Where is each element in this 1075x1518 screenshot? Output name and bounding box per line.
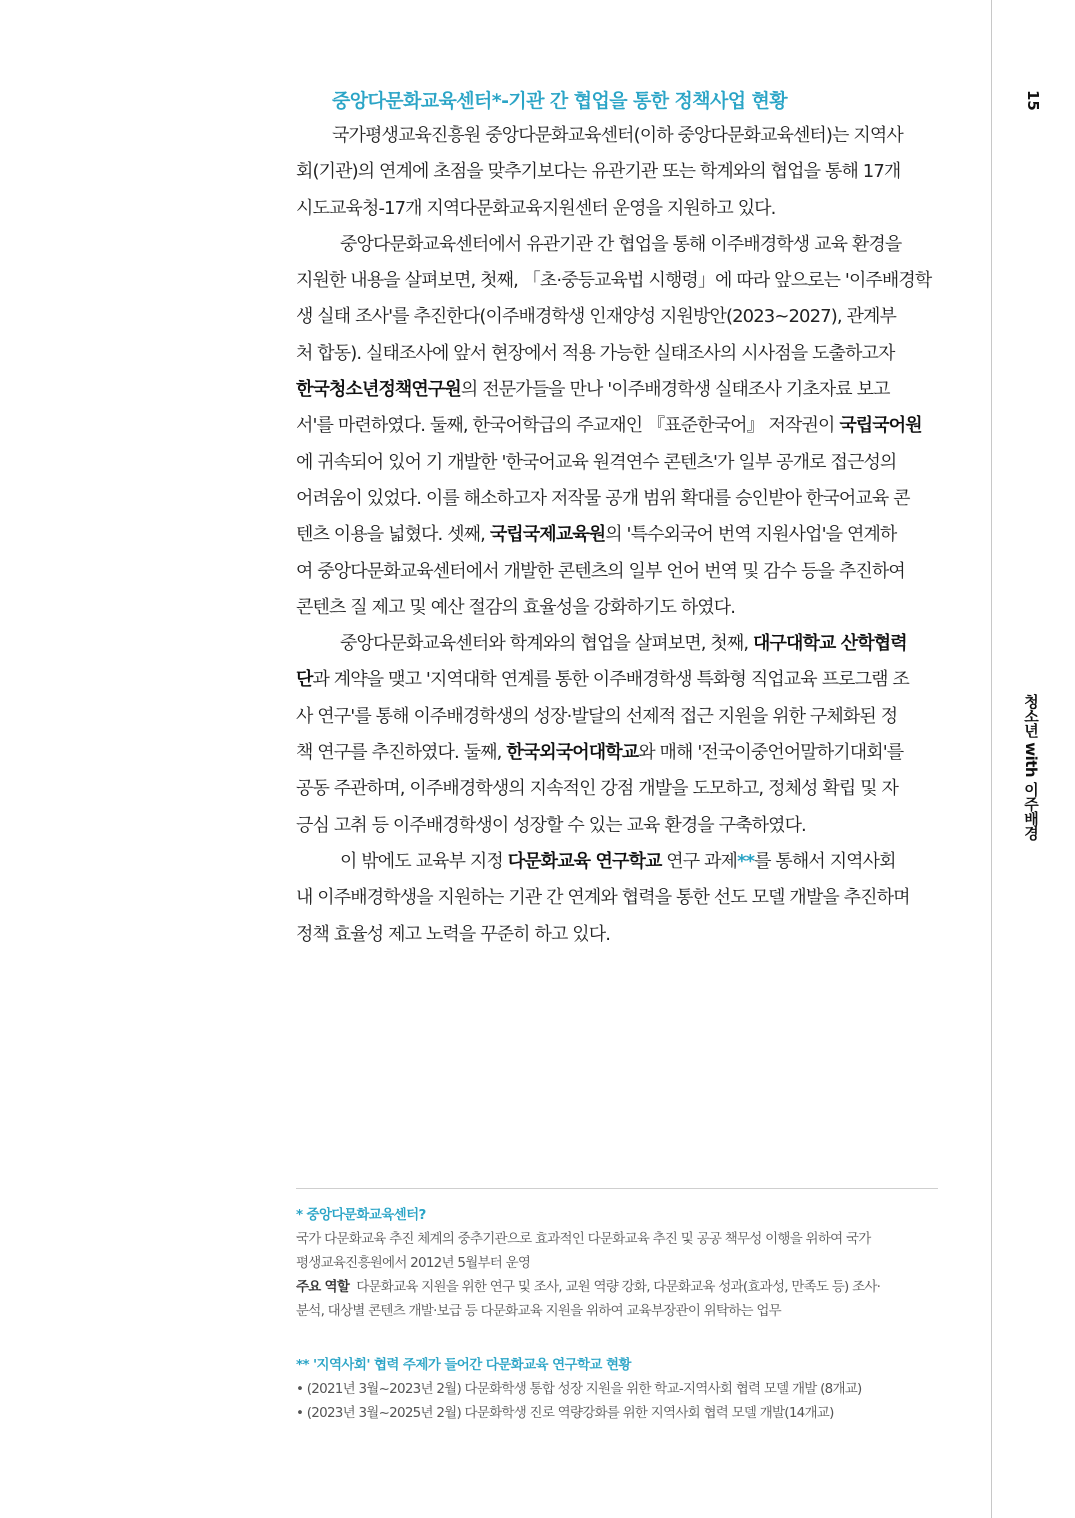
org-name: 단 <box>296 669 313 691</box>
footnote-label: 주요 역할 <box>296 1279 350 1295</box>
org-name: 대구대학교 산학협력 <box>752 633 907 655</box>
org-name: 국립국어원 <box>839 415 922 437</box>
footnotes <box>296 1203 938 1425</box>
side-divider <box>991 0 992 1518</box>
paragraph-line: 중앙다문화교육센터에서 유관기관 간 협업을 통해 이주배경학생 교육 환경을 <box>340 233 902 255</box>
paragraph-line: 처 합동). 실태조사에 앞서 현장에서 적용 가능한 실태조사의 시사점을 도출하고자 <box>296 342 895 364</box>
paragraph-line: 국가평생교육진흥원 중앙다문화교육센터(이하 중앙다문화교육센터)는 지역사 <box>332 125 903 146</box>
footnote-title: ** '지역사회' 협력 주제가 들어간 다문화교육 연구학교 현황 <box>296 1357 631 1373</box>
paragraph-line: 에 귀속되어 있어 기 개발한 '한국어교육 원격연수 콘텐츠'가 일부 공개로 접근성의 <box>296 451 897 473</box>
footnote-list-item: • (2023년 3월~2025년 2월) 다문화학생 진로 역량강화를 위한 지역사회 협력 모델 개발(14개교) <box>296 1405 834 1421</box>
paragraph-line: 이 밖에도 교육부 지정 다문화교육 연구학교 연구 과제**를 통해서 지역사회 <box>340 850 896 872</box>
paragraph-line: 서'를 마련하였다. 둘째, 한국어학급의 주교재인 『표준한국어』 저작권이 국립국어원 <box>296 415 922 437</box>
footnote-line: 평생교육진흥원에서 2012년 5월부터 운영 <box>296 1255 531 1271</box>
paragraph-line: 콘텐츠 질 제고 및 예산 절감의 효율성을 강화하기도 하였다. <box>296 596 736 618</box>
paragraph-line: 단과 계약을 맺고 '지역대학 연계를 통한 이주배경학생 특화형 직업교육 프로그램 조 <box>296 669 909 691</box>
paragraph-line: 지원한 내용을 살펴보면, 첫째, 「초·중등교육법 시행령」에 따라 앞으로는 '이주배경학 <box>296 270 932 292</box>
footnote-list-item: • (2021년 3월~2023년 2월) 다문화학생 통합 성장 지원을 위한 학교-지역사회 협력 모델 개발 (8개교) <box>296 1381 862 1397</box>
org-name: 국립국제교육원 <box>489 524 606 546</box>
paragraph-line: 내 이주배경학생을 지원하는 기관 간 연계와 협력을 통한 선도 모델 개발을 추진하며 <box>296 887 910 909</box>
footnote-line: 주요 역할 다문화교육 지원을 위한 연구 및 조사, 교원 역량 강화, 다문화교육 성과(효과성, 만족도 등) 조사· <box>296 1279 881 1295</box>
paragraph-line: 어려움이 있었다. 이를 해소하고자 저작물 공개 범위 확대를 승인받아 한국어교육 콘 <box>296 487 910 509</box>
org-name: 한국청소년정책연구원 <box>296 379 461 401</box>
section-title-vertical: 청소년 with 이주배경 <box>1022 694 1040 840</box>
footnote-divider <box>296 1188 938 1189</box>
paragraph-line: 시도교육청-17개 지역다문화교육지원센터 운영을 지원하고 있다. <box>296 197 776 219</box>
paragraph-line: 회(기관)의 연계에 초점을 맞추기보다는 유관기관 또는 학계와의 협업을 통해 17개 <box>296 161 901 183</box>
footnote-line: 국가 다문화교육 추진 체계의 중추기관으로 효과적인 다문화교육 추진 및 공공 책무성 이행을 위하여 국가 <box>296 1231 871 1247</box>
body-text <box>296 118 938 953</box>
paragraph-line: 긍심 고취 등 이주배경학생이 성장할 수 있는 교육 환경을 구축하였다. <box>296 814 806 836</box>
paragraph-line: 중앙다문화교육센터와 학계와의 협업을 살펴보면, 첫째, 대구대학교 산학협력 <box>340 633 907 655</box>
section-heading: 중앙다문화교육센터*-기관 간 협업을 통한 정책사업 현황 <box>332 90 788 112</box>
paragraph-line: 한국청소년정책연구원의 전문가들을 만나 '이주배경학생 실태조사 기초자료 보고 <box>296 379 890 401</box>
paragraph-line: 공동 주관하며, 이주배경학생의 지속적인 강점 개발을 도모하고, 정체성 확립 및 자 <box>296 778 898 800</box>
paragraph-line: 텐츠 이용을 넓혔다. 셋째, 국립국제교육원의 '특수외국어 번역 지원사업'을 연계하 <box>296 524 897 546</box>
org-name: 다문화교육 연구학교 <box>507 850 662 872</box>
footnote-title: * 중앙다문화교육센터? <box>296 1207 426 1223</box>
paragraph-line: 정책 효율성 제고 노력을 꾸준히 하고 있다. <box>296 923 611 945</box>
footnote-line: 분석, 대상별 콘텐츠 개발·보급 등 다문화교육 지원을 위하여 교육부장관이 위탁하는 업무 <box>296 1303 781 1319</box>
page-number: 15 <box>1024 90 1042 111</box>
footnote-marker: ** <box>737 850 755 872</box>
org-name: 한국외국어대학교 <box>506 742 639 764</box>
paragraph-line: 생 실태 조사'를 추진한다(이주배경학생 인재양성 지원방안(2023~2027), 관계부 <box>296 306 896 328</box>
paragraph-line: 책 연구를 추진하였다. 둘째, 한국외국어대학교와 매해 '전국이중언어말하기대회'를 <box>296 742 904 764</box>
paragraph-line: 여 중앙다문화교육센터에서 개발한 콘텐츠의 일부 언어 번역 및 감수 등을 추진하여 <box>296 560 905 582</box>
paragraph-line: 사 연구'를 통해 이주배경학생의 성장·발달의 선제적 접근 지원을 위한 구체화된 정 <box>296 705 898 727</box>
